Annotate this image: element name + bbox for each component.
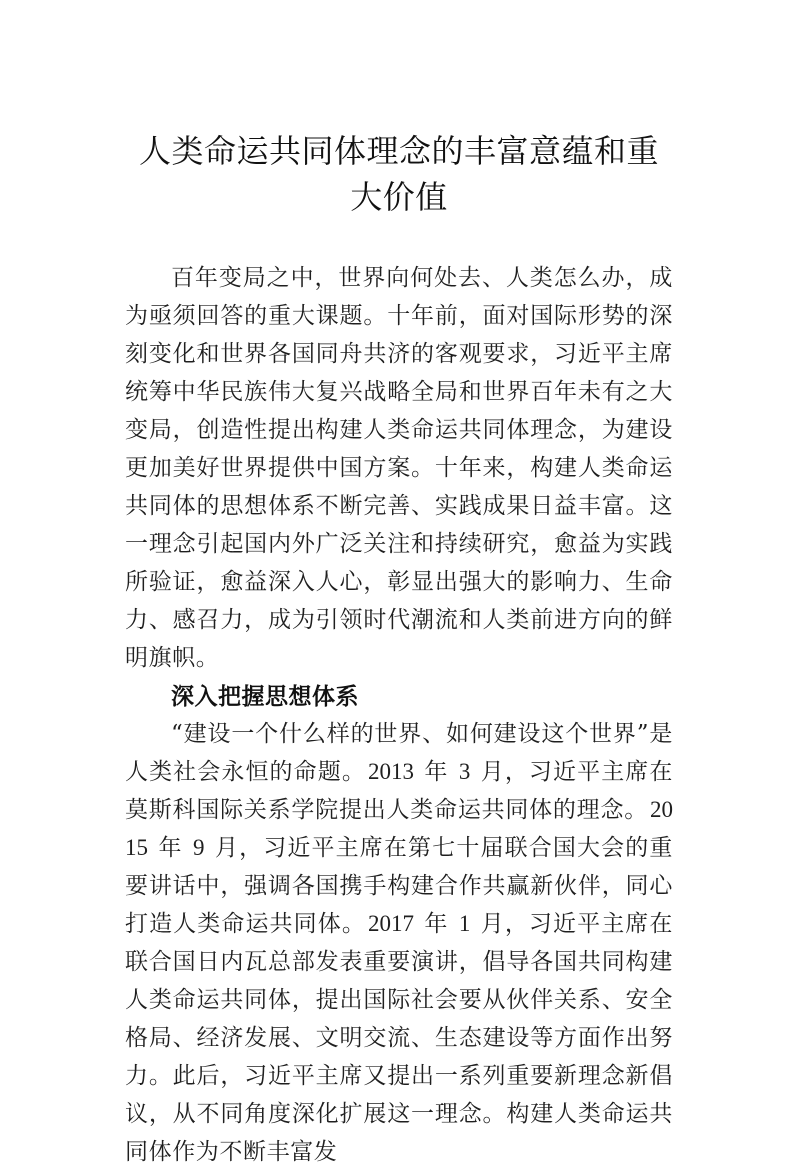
inline-number: 2017 [367, 911, 414, 936]
inline-number: 2013 [367, 759, 414, 784]
document-content [125, 0, 673, 1171]
inline-number: 2015 [125, 797, 673, 860]
page-title: 人类命运共同体理念的丰富意蕴和重大价值 [138, 133, 659, 215]
inline-number: 1 [458, 911, 471, 936]
inline-number: 9 [193, 835, 205, 860]
inline-number: 3 [458, 759, 471, 784]
section-heading-1: 深入把握思想体系 [171, 683, 359, 709]
body-paragraph-1: 百年变局之中，世界向何处去、人类怎么办，成为亟须回答的重大课题。十年前，面对国际形势的深刻变化和世界各国同舟共济的客观要求，习近平主席统筹中华民族伟大复兴战略全局和世界百年未有之大变局，创造性提出构建人类命运共同体理念，为建设更加美好世界提供中国方案。十年来，构建人类命运共同体的思想体系不断完善、实践成果日益丰富。这一理念引起国内外广泛关注和持续研究，愈益为实践所验证，愈益深入人心，彰显出强大的影响力、生命力、感召力，成为引领时代潮流和人类前进方向的鲜明旗帜。 [125, 265, 673, 671]
body-paragraph-2: “建设一个什么样的世界、如何建设这个世界”是人类社会永恒的命题。2013 年 3 月，习近平主席在莫斯科国际关系学院提出人类命运共同体的理念。2015 年 9 月，习近平主席在第七十届联合国大会的重要讲话中，强调各国携手构建合作共赢新伙伴，同心打造人类命运共同体。2017 年 1 月，习近平主席在联合国日内瓦总部发表重要演讲，倡导各国共同构建人类命运共同体，提出国际社会要从伙伴关系、安全格局、经济发展、文明交流、生态建设等方面作出努力。此后，习近平主席又提出一系列重要新理念新倡议，从不同角度深化扩展这一理念。构建人类命运共同体作为不断丰富发 [125, 721, 673, 1165]
